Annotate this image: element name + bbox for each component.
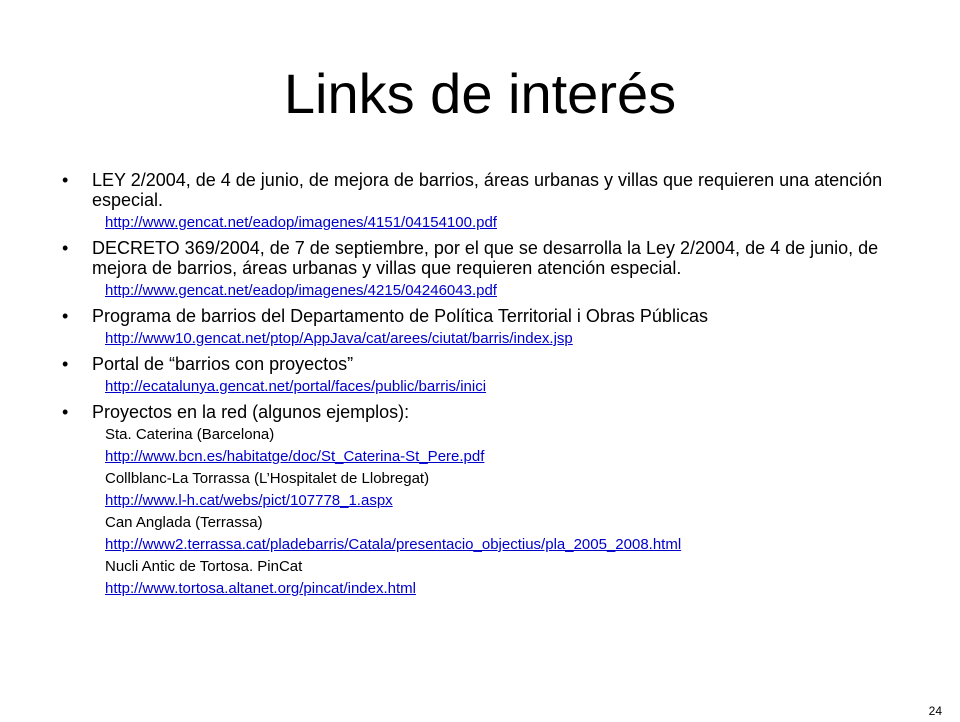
bullet-programa-barrios	[62, 306, 904, 326]
sub-line	[62, 282, 904, 300]
sub-line	[62, 426, 904, 444]
bullet-text: Programa de barrios del Departamento de Política Territorial i Obras Públicas	[92, 306, 708, 326]
bullet-dot-icon: •	[62, 354, 69, 374]
sub-line	[62, 214, 904, 232]
example-name-collblanc: Collblanc-La Torrassa (L’Hospitalet de Llobregat)	[105, 470, 430, 487]
link-collblanc[interactable]: http://www.l-h.cat/webs/pict/107778_1.aspx	[105, 492, 393, 509]
bullet-decreto-369-2004	[62, 238, 904, 278]
bullet-dot-icon: •	[62, 238, 69, 258]
bullet-dot-icon: •	[62, 402, 69, 422]
slide-number: 24	[928, 704, 942, 718]
bullet-dot-icon: •	[62, 306, 69, 326]
link-programa-barrios[interactable]: http://www10.gencat.net/ptop/AppJava/cat/arees/ciutat/barris/index.jsp	[105, 330, 573, 347]
example-name-can-anglada: Can Anglada (Terrassa)	[105, 514, 263, 531]
bullet-ley-2-2004	[62, 170, 904, 210]
bullet-list	[62, 170, 904, 598]
link-decreto-pdf[interactable]: http://www.gencat.net/eadop/imagenes/4215/04246043.pdf	[105, 282, 497, 299]
sub-line	[62, 330, 904, 348]
link-portal-barrios[interactable]: http://ecatalunya.gencat.net/portal/faces/public/barris/inici	[105, 378, 487, 395]
sub-line	[62, 448, 904, 466]
sub-line	[62, 558, 904, 576]
bullet-proyectos-red	[62, 402, 904, 422]
example-name-tortosa: Nucli Antic de Tortosa. PinCat	[105, 558, 303, 575]
bullet-portal-barrios	[62, 354, 904, 374]
sub-line	[62, 470, 904, 488]
link-tortosa[interactable]: http://www.tortosa.altanet.org/pincat/index.html	[105, 580, 416, 597]
sub-line	[62, 536, 904, 554]
bullet-text: DECRETO 369/2004, de 7 de septiembre, por el que se desarrolla la Ley 2/2004, de 4 de junio, de mejora de barrios, áreas urbanas y villas que requieren atención especial.	[92, 238, 879, 278]
link-ley-2-2004-pdf[interactable]: http://www.gencat.net/eadop/imagenes/4151/04154100.pdf	[105, 214, 497, 231]
bullet-text: LEY 2/2004, de 4 de junio, de mejora de barrios, áreas urbanas y villas que requieren una atención especial.	[92, 170, 883, 210]
link-sta-caterina[interactable]: http://www.bcn.es/habitatge/doc/St_Caterina-St_Pere.pdf	[105, 448, 485, 465]
bullet-text: Proyectos en la red (algunos ejemplos):	[92, 402, 410, 422]
sub-line	[62, 378, 904, 396]
bullet-dot-icon: •	[62, 170, 69, 190]
bullet-text: Portal de “barrios con proyectos”	[92, 354, 354, 374]
sub-line	[62, 492, 904, 510]
sub-line	[62, 580, 904, 598]
slide-title: Links de interés	[283, 62, 677, 125]
link-can-anglada[interactable]: http://www2.terrassa.cat/pladebarris/Catala/presentacio_objectius/pla_2005_2008.html	[105, 536, 682, 553]
example-name-sta-caterina: Sta. Caterina (Barcelona)	[105, 426, 275, 443]
sub-line	[62, 514, 904, 532]
